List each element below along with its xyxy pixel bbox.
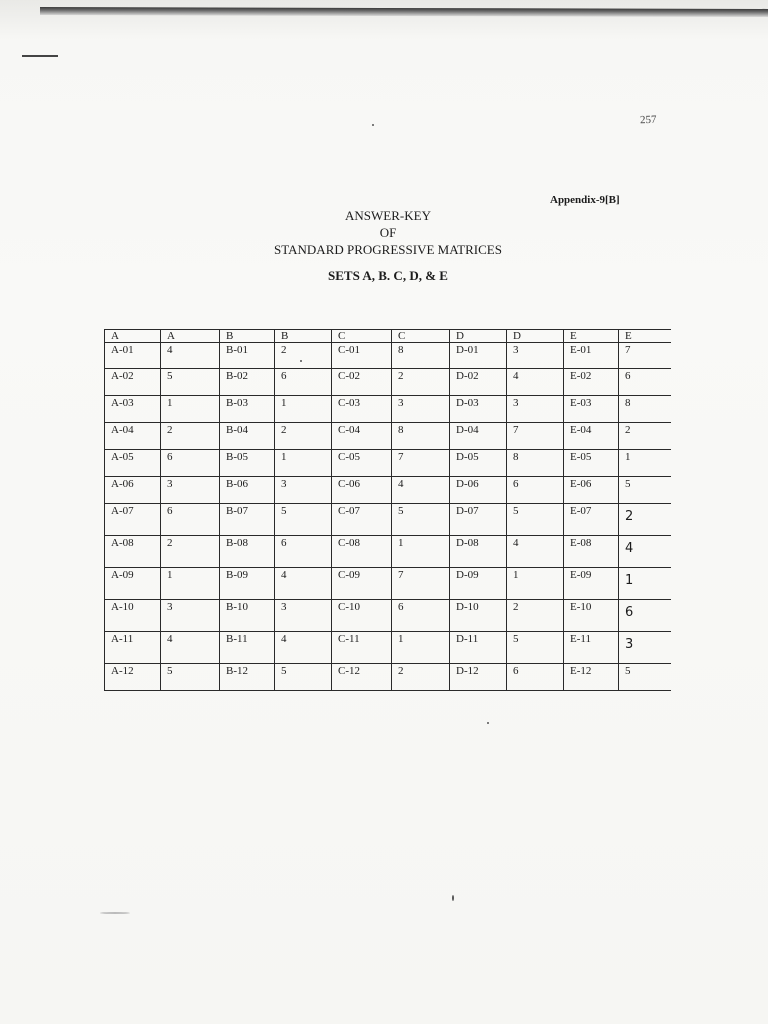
column-header: E — [564, 330, 619, 343]
answer-cell: 4 — [507, 536, 564, 568]
item-code-cell: B-05 — [220, 450, 275, 477]
table-row — [105, 664, 672, 691]
item-code-cell: A-06 — [105, 477, 161, 504]
column-header: A — [161, 330, 220, 343]
answer-cell: 2 — [275, 423, 332, 450]
answer-cell: 6 — [161, 450, 220, 477]
answer-cell: 1 — [275, 450, 332, 477]
item-code-cell: E-09 — [564, 568, 619, 600]
item-code-cell: A-11 — [105, 632, 161, 664]
item-code-cell: C-10 — [332, 600, 392, 632]
item-code-cell: E-05 — [564, 450, 619, 477]
answer-cell: 5 — [619, 664, 672, 691]
item-code-cell: B-03 — [220, 396, 275, 423]
answer-cell: 4 — [619, 536, 672, 568]
item-code-cell: B-04 — [220, 423, 275, 450]
answer-cell: 5 — [507, 504, 564, 536]
answer-cell: 4 — [507, 369, 564, 396]
table-row — [105, 450, 672, 477]
answer-cell: 7 — [507, 423, 564, 450]
answer-cell: 4 — [161, 632, 220, 664]
title-line-2: OF — [379, 225, 397, 240]
answer-cell: 1 — [507, 568, 564, 600]
column-header: E — [619, 330, 672, 343]
pen-mark — [22, 55, 58, 57]
scan-speck — [452, 895, 454, 901]
table-row — [105, 343, 672, 369]
answer-cell: 2 — [619, 423, 672, 450]
item-code-cell: C-08 — [332, 536, 392, 568]
item-code-cell: C-02 — [332, 369, 392, 396]
item-code-cell: A-09 — [105, 568, 161, 600]
scan-top-edge — [40, 7, 768, 17]
item-code-cell: B-01 — [220, 343, 275, 369]
item-code-cell: B-11 — [220, 632, 275, 664]
item-code-cell: E-12 — [564, 664, 619, 691]
item-code-cell: D-11 — [450, 632, 507, 664]
answer-cell: 8 — [392, 343, 450, 369]
answer-cell: 4 — [392, 477, 450, 504]
answer-cell: 2 — [392, 664, 450, 691]
answer-cell: 5 — [275, 504, 332, 536]
item-code-cell: C-06 — [332, 477, 392, 504]
answer-cell: 5 — [392, 504, 450, 536]
answer-cell: 7 — [392, 568, 450, 600]
item-code-cell: A-10 — [105, 600, 161, 632]
answer-cell: 2 — [161, 423, 220, 450]
item-code-cell: E-07 — [564, 504, 619, 536]
item-code-cell: B-08 — [220, 536, 275, 568]
answer-cell: 6 — [275, 536, 332, 568]
item-code-cell: E-03 — [564, 396, 619, 423]
answer-cell: 5 — [161, 664, 220, 691]
item-code-cell: A-03 — [105, 396, 161, 423]
item-code-cell: D-02 — [450, 369, 507, 396]
item-code-cell: B-06 — [220, 477, 275, 504]
table-row — [105, 423, 672, 450]
item-code-cell: C-09 — [332, 568, 392, 600]
answer-key-table — [104, 329, 671, 691]
item-code-cell: E-06 — [564, 477, 619, 504]
answer-cell: 6 — [161, 504, 220, 536]
item-code-cell: D-06 — [450, 477, 507, 504]
answer-cell: 3 — [619, 632, 672, 664]
item-code-cell: E-04 — [564, 423, 619, 450]
item-code-cell: A-08 — [105, 536, 161, 568]
scan-speck — [372, 124, 374, 126]
item-code-cell: C-05 — [332, 450, 392, 477]
table-row — [105, 632, 672, 664]
answer-cell: 4 — [161, 343, 220, 369]
item-code-cell: D-01 — [450, 343, 507, 369]
answer-cell: 3 — [275, 477, 332, 504]
answer-cell: 6 — [392, 600, 450, 632]
answer-cell: 8 — [392, 423, 450, 450]
column-header: D — [450, 330, 507, 343]
title-line-1: ANSWER-KEY — [345, 208, 431, 223]
answer-cell: 2 — [619, 504, 672, 536]
item-code-cell: E-10 — [564, 600, 619, 632]
document-title — [190, 207, 586, 258]
column-header: B — [220, 330, 275, 343]
answer-cell: 2 — [507, 600, 564, 632]
answer-cell: 1 — [392, 536, 450, 568]
answer-cell: 1 — [161, 396, 220, 423]
answer-cell: 1 — [161, 568, 220, 600]
answer-cell: 3 — [507, 396, 564, 423]
table-row — [105, 536, 672, 568]
table-row — [105, 369, 672, 396]
answer-cell: 6 — [619, 369, 672, 396]
item-code-cell: D-08 — [450, 536, 507, 568]
item-code-cell: A-01 — [105, 343, 161, 369]
answer-cell: 7 — [392, 450, 450, 477]
column-header: C — [332, 330, 392, 343]
answer-cell: 3 — [161, 477, 220, 504]
answer-cell: 8 — [619, 396, 672, 423]
item-code-cell: D-04 — [450, 423, 507, 450]
sets-title: SETS A, B. C, D, & E — [328, 268, 448, 283]
answer-cell: 1 — [392, 632, 450, 664]
item-code-cell: D-03 — [450, 396, 507, 423]
answer-cell: 6 — [619, 600, 672, 632]
answer-cell: 6 — [275, 369, 332, 396]
answer-cell: 3 — [392, 396, 450, 423]
item-code-cell: A-12 — [105, 664, 161, 691]
item-code-cell: B-02 — [220, 369, 275, 396]
item-code-cell: E-11 — [564, 632, 619, 664]
answer-cell: 2 — [161, 536, 220, 568]
item-code-cell: D-07 — [450, 504, 507, 536]
title-line-3: STANDARD PROGRESSIVE MATRICES — [274, 242, 502, 257]
item-code-cell: C-07 — [332, 504, 392, 536]
answer-cell: 1 — [275, 396, 332, 423]
item-code-cell: C-01 — [332, 343, 392, 369]
table-row — [105, 504, 672, 536]
item-code-cell: B-10 — [220, 600, 275, 632]
column-header: B — [275, 330, 332, 343]
table-row — [105, 568, 672, 600]
item-code-cell: C-04 — [332, 423, 392, 450]
answer-cell: 1 — [619, 568, 672, 600]
table-row — [105, 477, 672, 504]
appendix-label: Appendix-9[B] — [550, 194, 620, 206]
table-header-row — [105, 330, 672, 343]
answer-cell: 5 — [275, 664, 332, 691]
answer-cell: 3 — [275, 600, 332, 632]
answer-cell: 2 — [275, 343, 332, 369]
item-code-cell: D-09 — [450, 568, 507, 600]
answer-cell: 6 — [507, 477, 564, 504]
item-code-cell: D-10 — [450, 600, 507, 632]
column-header: A — [105, 330, 161, 343]
answer-cell: 5 — [619, 477, 672, 504]
item-code-cell: E-08 — [564, 536, 619, 568]
answer-cell: 3 — [161, 600, 220, 632]
item-code-cell: A-02 — [105, 369, 161, 396]
item-code-cell: B-07 — [220, 504, 275, 536]
scan-speck — [487, 722, 489, 724]
item-code-cell: D-05 — [450, 450, 507, 477]
answer-cell: 8 — [507, 450, 564, 477]
column-header: D — [507, 330, 564, 343]
item-code-cell: C-12 — [332, 664, 392, 691]
answer-cell: 5 — [161, 369, 220, 396]
table-row — [105, 600, 672, 632]
answer-cell: 6 — [507, 664, 564, 691]
column-header: C — [392, 330, 450, 343]
scan-speck — [100, 912, 130, 914]
item-code-cell: A-05 — [105, 450, 161, 477]
table-body — [105, 343, 672, 691]
answer-cell: 5 — [507, 632, 564, 664]
item-code-cell: E-01 — [564, 343, 619, 369]
item-code-cell: C-11 — [332, 632, 392, 664]
item-code-cell: D-12 — [450, 664, 507, 691]
page-number: 257 — [639, 113, 657, 127]
answer-cell: 4 — [275, 568, 332, 600]
answer-cell: 4 — [275, 632, 332, 664]
item-code-cell: A-04 — [105, 423, 161, 450]
table-row — [105, 396, 672, 423]
item-code-cell: B-09 — [220, 568, 275, 600]
answer-cell: 2 — [392, 369, 450, 396]
item-code-cell: B-12 — [220, 664, 275, 691]
scan-speck — [300, 360, 302, 362]
answer-cell: 1 — [619, 450, 672, 477]
answer-cell: 3 — [507, 343, 564, 369]
item-code-cell: A-07 — [105, 504, 161, 536]
answer-cell: 7 — [619, 343, 672, 369]
item-code-cell: C-03 — [332, 396, 392, 423]
item-code-cell: E-02 — [564, 369, 619, 396]
